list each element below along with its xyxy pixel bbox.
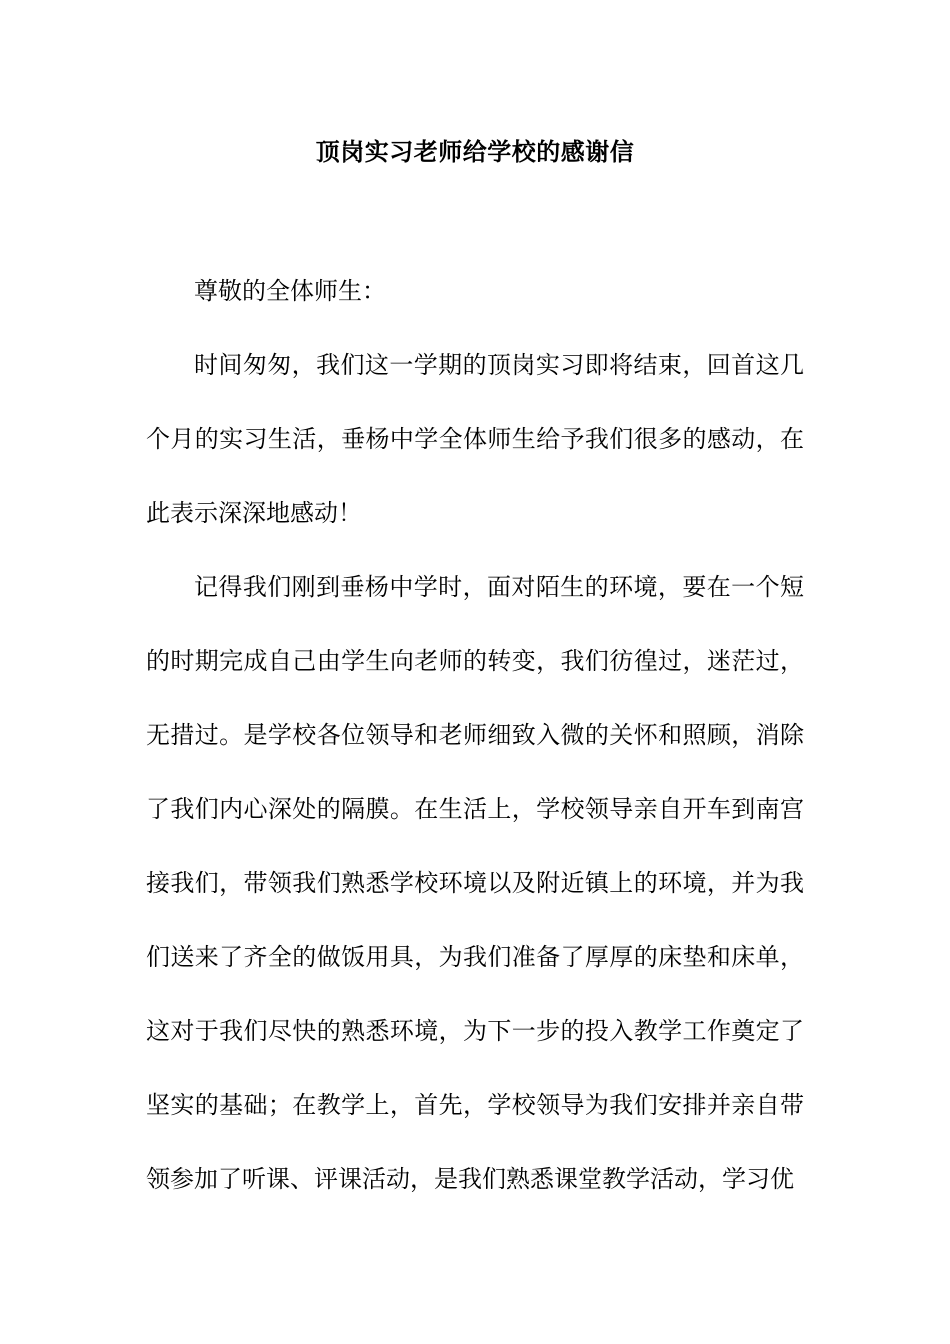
- paragraph: 时间匆匆，我们这一学期的顶岗实习即将结束，回首这几个月的实习生活，垂杨中学全体师生给予我们很多的感动，在此表示深深地感动！: [146, 351, 804, 527]
- salutation: 尊敬的全体师生：: [194, 277, 386, 305]
- letter-body: [146, 254, 804, 1216]
- document-title: 顶岗实习老师给学校的感谢信: [315, 137, 635, 166]
- paragraph: 记得我们刚到垂杨中学时，面对陌生的环境，要在一个短的时期完成自己由学生向老师的转变，我们彷徨过，迷茫过，无措过。是学校各位领导和老师细致入微的关怀和照顾，消除了我们内心深处的隔膜。在生活上，学校领导亲自开车到南宫接我们，带领我们熟悉学校环境以及附近镇上的环境，并为我们送来了齐全的做饭用具，为我们准备了厚厚的床垫和床单，这对于我们尽快的熟悉环境，为下一步的投入教学工作奠定了坚实的基础；在教学上，首先，学校领导为我们安排并亲自带领参加了听课、评课活动，是我们熟悉课堂教学活动，学习优: [146, 573, 804, 1193]
